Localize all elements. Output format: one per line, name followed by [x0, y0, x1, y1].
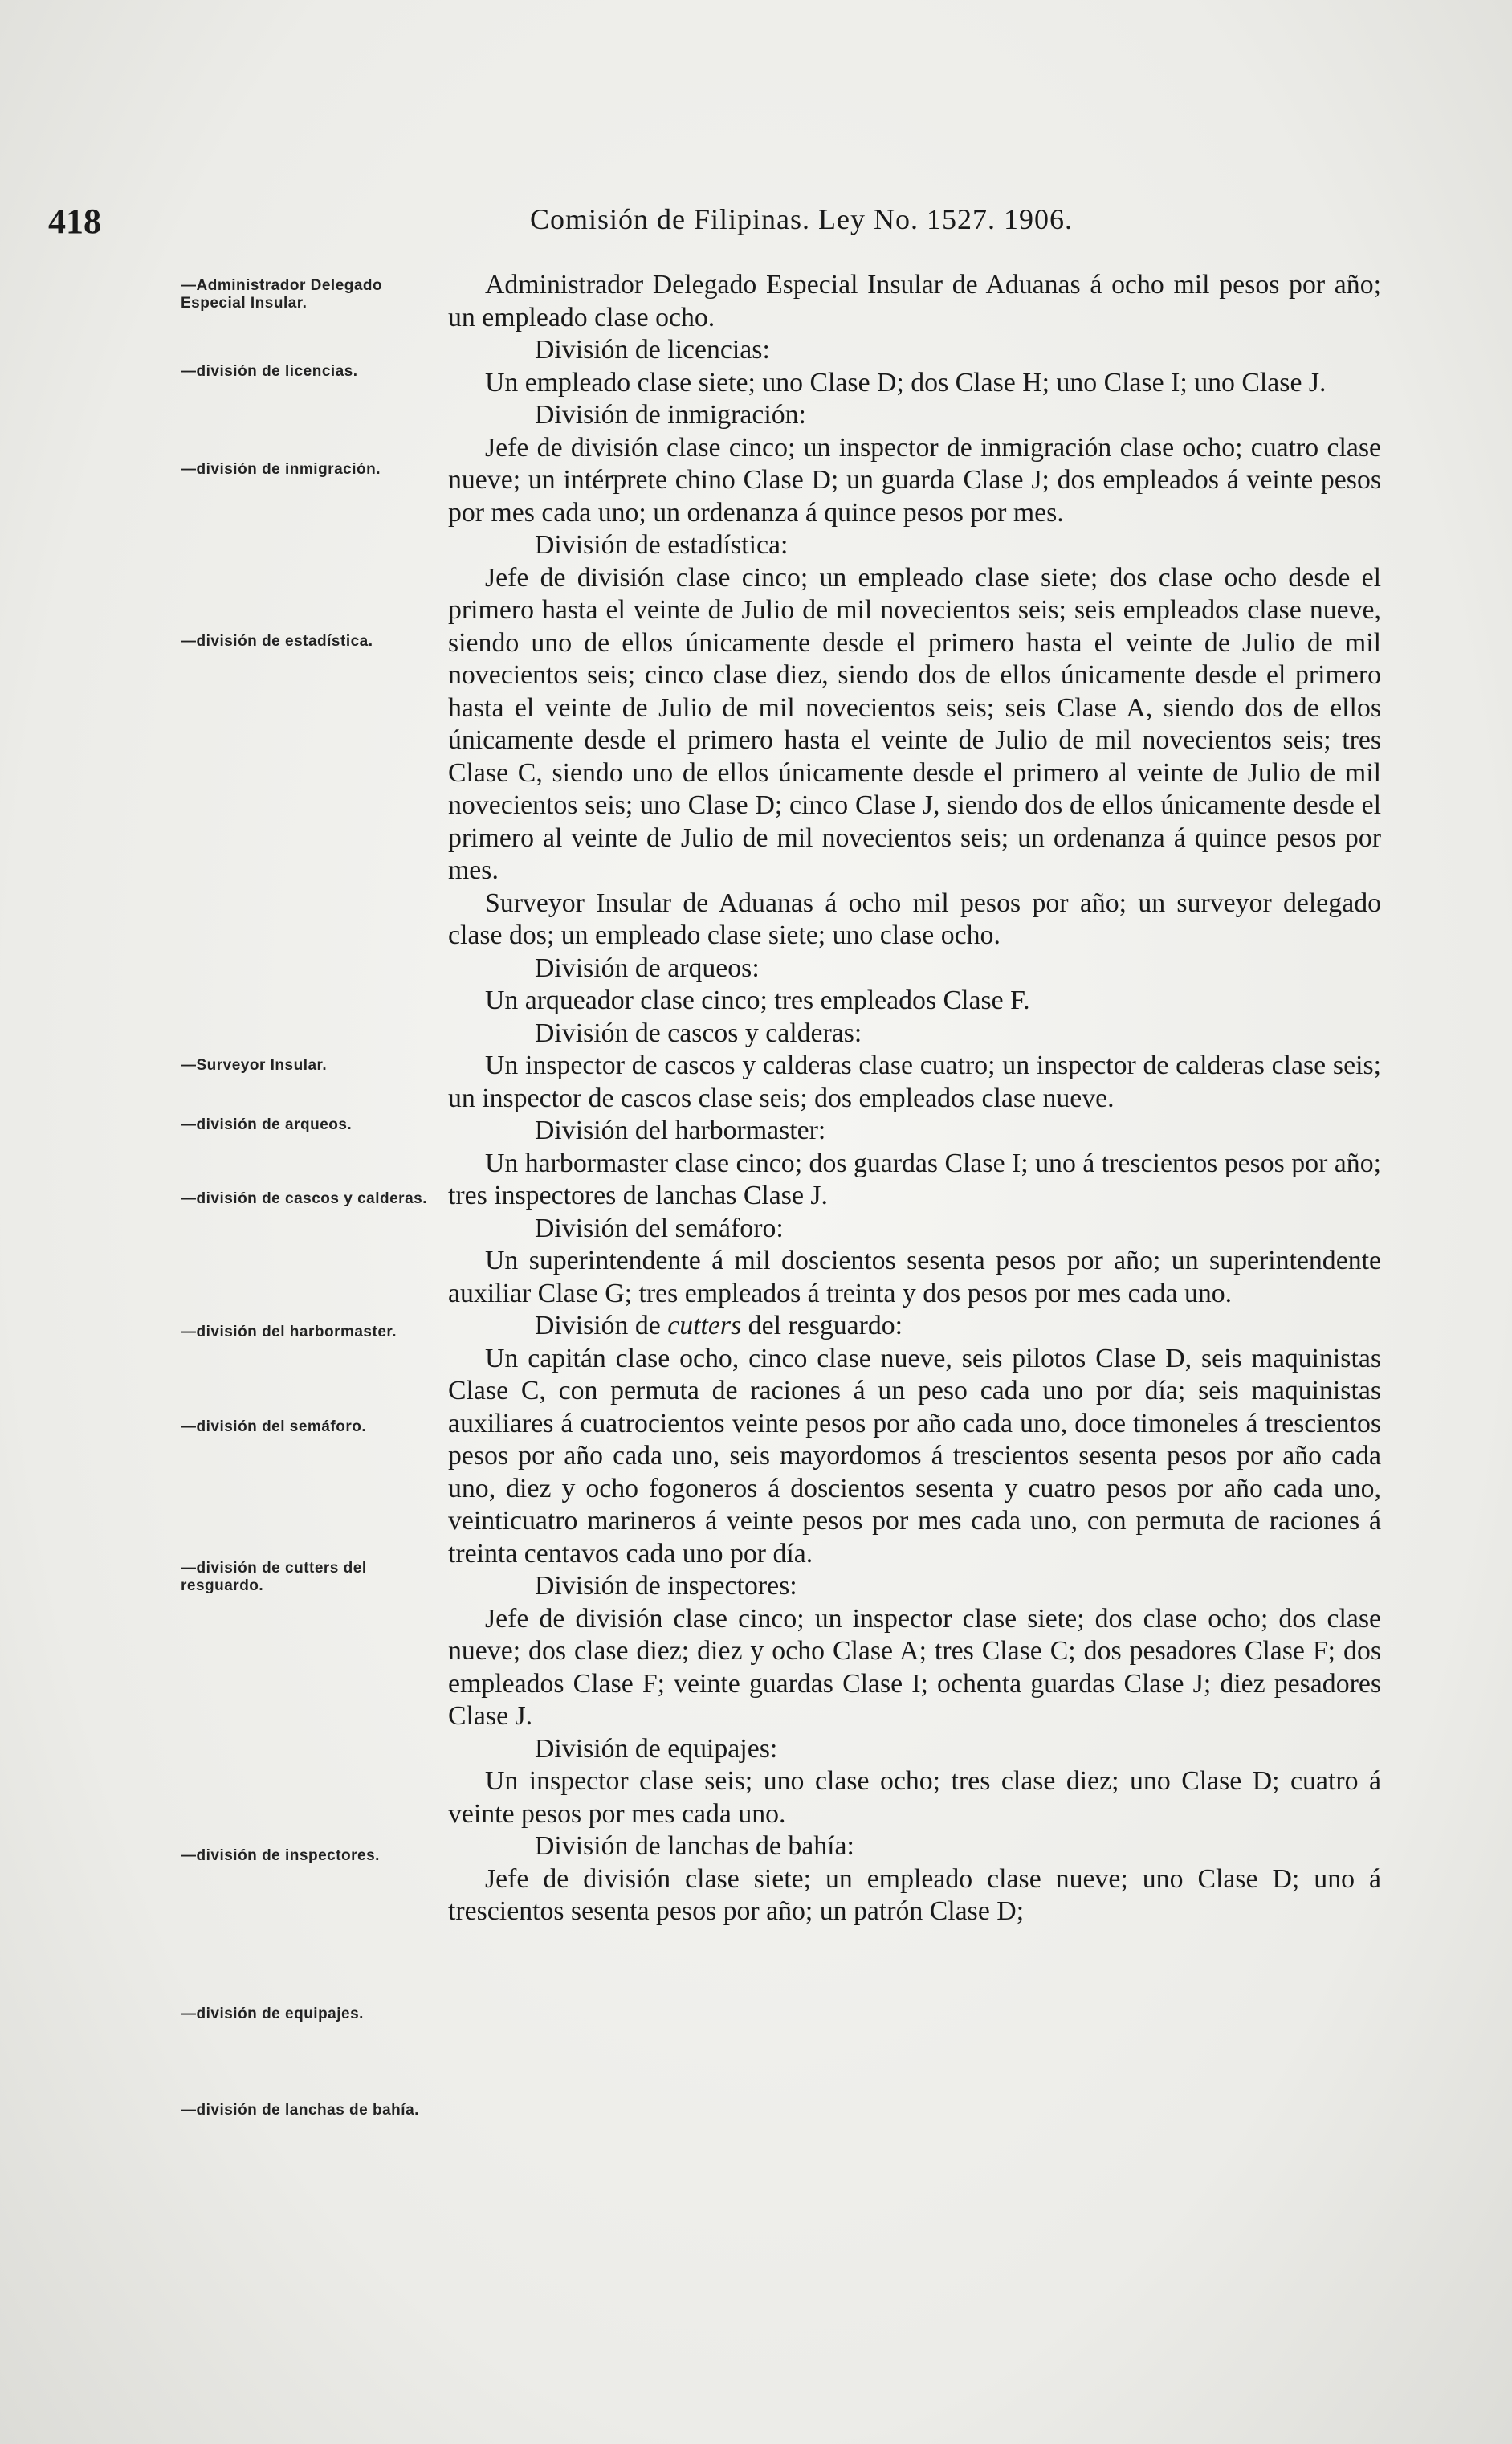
sidenote-harbormaster: —división del harbormaster. [181, 1324, 397, 1340]
sidenote-equipajes: —división de equipajes. [181, 2005, 364, 2022]
heading-cascos: División de cascos y calderas: [535, 1018, 862, 1048]
paragraph-inspectores: Jefe de división clase cinco; un inspector clase siete; dos clase ocho; dos clase nueve; dos clase diez; diez y ocho Clase A; tres Clase C; dos pesadores Clase F; dos empleados Clase F; veinte guardas Clase I; ochenta guardas Clase J; diez pesadores Clase J. [448, 1603, 1381, 1731]
heading-equipajes: División de equipajes: [535, 1733, 778, 1764]
sidenote-cascos: —división de cascos y calderas. [181, 1190, 427, 1207]
paragraph-administrador: Administrador Delegado Especial Insular de Aduanas á ocho mil pesos por año; un empleado clase ocho. [448, 270, 1381, 333]
sidenote-estadistica: —división de estadística. [181, 633, 373, 650]
paragraph-inmigracion: Jefe de división clase cinco; un inspector de inmigración clase ocho; cuatro clase nueve; un intérprete chino Clase D; un guarda Clase J; dos empleados á veinte pesos por mes cada uno; un ordenanza á quince pesos por mes. [448, 432, 1381, 528]
sidenote-inmigracion: —división de inmigración. [181, 461, 381, 478]
running-title: Comisión de Filipinas. Ley No. 1527. 1906. [530, 203, 1073, 235]
heading-lanchas: División de lanchas de bahía: [535, 1831, 854, 1861]
heading-arqueos: División de arqueos: [535, 953, 760, 983]
sidenote-administrador: —Administrador Delegado Especial Insular. [181, 277, 383, 312]
paragraph-licencias: Un empleado clase siete; uno Clase D; dos Clase H; uno Clase I; uno Clase J. [485, 367, 1327, 398]
paragraph-cascos: Un inspector de cascos y calderas clase cuatro; un inspector de calderas clase seis; un inspector de cascos clase seis; dos empleados clase nueve. [448, 1051, 1381, 1113]
paragraph-arqueos: Un arqueador clase cinco; tres empleados Clase F. [485, 985, 1030, 1015]
sidenote-surveyor: —Surveyor Insular. [181, 1057, 328, 1074]
heading-semaforo: División del semáforo: [535, 1213, 784, 1243]
heading-cutters-italic: cutters [667, 1311, 742, 1340]
page-header [48, 201, 1381, 241]
heading-inmigracion: División de inmigración: [535, 400, 806, 430]
heading-cutters [448, 1310, 1381, 1343]
page-number: 418 [48, 202, 101, 241]
paragraph-lanchas: Jefe de división clase siete; un empleado clase nueve; uno Clase D; uno á trescientos sesenta pesos por año; un patrón Clase D; [448, 1863, 1381, 1926]
body-text [448, 269, 1381, 1928]
heading-estadistica: División de estadística: [535, 530, 789, 560]
heading-licencias: División de licencias: [535, 335, 770, 365]
paragraph-semaforo: Un superintendente á mil doscientos sesenta pesos por año; un superintendente auxiliar Clase G; tres empleados á treinta y dos pesos por mes cada uno. [448, 1246, 1381, 1308]
heading-cutters-suffix: del resguardo: [748, 1311, 903, 1340]
sidenote-licencias: —división de licencias. [181, 363, 358, 380]
paragraph-cutters: Un capitán clase ocho, cinco clase nueve, seis pilotos Clase D, seis maquinistas Clase C, con permuta de raciones á un peso cada uno por día; seis maquinistas auxiliares á cuatrocientos veinte pesos por año cada uno, doce timoneles á trescientos pesos por año cada uno, seis mayordomos á trescientos sesenta pesos por año cada uno, diez y ocho fogoneros á doscientos sesenta y cuatro pesos por año cada uno, veinticuatro marineros á veinte pesos por mes cada uno, con permuta de raciones á treinta centavos cada uno por día. [448, 1343, 1381, 1569]
sidenote-lanchas: —división de lanchas de bahía. [181, 2102, 419, 2119]
heading-inspectores: División de inspectores: [535, 1571, 797, 1601]
heading-cutters-prefix: División de [535, 1311, 661, 1340]
paragraph-equipajes: Un inspector clase seis; uno clase ocho; tres clase diez; uno Clase D; cuatro á veinte pesos por mes cada uno. [448, 1766, 1381, 1829]
paragraph-harbormaster: Un harbormaster clase cinco; dos guardas Clase I; uno á trescientos pesos por año; tres inspectores de lanchas Clase J. [448, 1148, 1381, 1210]
paragraph-estadistica: Jefe de división clase cinco; un empleado clase siete; dos clase ocho desde el primero hasta el veinte de Julio de mil novecientos seis; seis empleados clase nueve, siendo uno de ellos únicamente desde el primero hasta el veinte de Julio de mil novecientos seis; cinco clase diez, siendo dos de ellos únicamente desde el primero hasta el veinte de Julio de mil novecientos seis; seis Clase A, siendo dos de ellos únicamente desde el primero hasta el veinte de Julio de mil novecientos seis; tres Clase C, siendo uno de ellos únicamente desde el primero al veinte de Julio de mil novecientos seis; uno Clase D; cinco Clase J, siendo dos de ellos únicamente desde el primero al veinte de Julio de mil novecientos seis; un ordenanza á quince pesos por mes. [448, 562, 1381, 885]
heading-harbormaster: División del harbormaster: [535, 1116, 826, 1145]
sidenote-arqueos: —división de arqueos. [181, 1116, 353, 1133]
sidenote-cutters: —división de cutters del resguardo. [181, 1560, 367, 1594]
sidenote-semaforo: —división del semáforo. [181, 1418, 367, 1435]
sidenote-inspectores: —división de inspectores. [181, 1847, 380, 1864]
paragraph-surveyor: Surveyor Insular de Aduanas á ocho mil pesos por año; un surveyor delegado clase dos; un empleado clase siete; uno clase ocho. [448, 887, 1381, 950]
